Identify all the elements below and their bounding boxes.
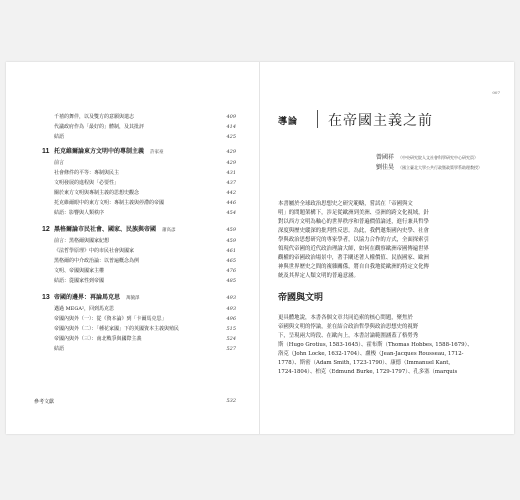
text-line: 斯（Hugo Grotius, 1583-1645）、霍布斯（Thomas Hobbes, 1588-1679）、 <box>278 342 473 348</box>
chapter-author: 蕭高彥 <box>162 228 176 233</box>
author-affiliation: （中央研究院人文社會科學研究中心研究員） <box>398 155 479 160</box>
toc-title: 千禧的舞佯，以及雙方的意願與遣志 <box>54 114 135 120</box>
toc-title: 社會條件的平等：專制與民主 <box>54 170 120 176</box>
toc-title: 文明發展的進程與「必要性」 <box>54 180 120 186</box>
section-heading: 帝國與文明 <box>278 293 324 303</box>
text-line: 神與世界歷史之間的複雜關係，將自自我地從歐洲的特定文化傳 <box>278 264 429 270</box>
toc-title: 黑格爾的中介政治論：以普遍概念為例 <box>54 258 140 264</box>
text-line: 領現代帝國的近代政治理論大師，如何在觀察歐洲帝國傳遍世界 <box>278 246 429 252</box>
chapter-title: 托克維爾論東方文明中的專制主義 <box>54 148 145 155</box>
toc-title: 結語：從國家性到帝國 <box>54 278 105 284</box>
chapter-number: 11 <box>42 148 50 155</box>
chapter-page-number: 459 <box>226 227 236 233</box>
toc-title: 帝國內與外（三）：南北戰爭與國際主義 <box>54 336 142 342</box>
toc-page-number: 527 <box>226 346 236 352</box>
chapter-page-number: 429 <box>226 149 236 155</box>
toc-page-number: 465 <box>226 258 236 264</box>
chapter-title-wrap <box>54 148 164 157</box>
paragraph-intro <box>278 200 502 281</box>
toc-page-number: 442 <box>226 190 236 196</box>
toc-page-number: 532 <box>226 398 236 404</box>
toc-page-number: 476 <box>226 268 236 274</box>
chapter-number: 13 <box>42 294 50 301</box>
text-line: 觀權的帝國政治場景中，著手闡述著人權價值、民族國家、歐洲 <box>278 255 429 261</box>
text-line: 洛克（John Locke, 1632-1704）、盧梭（Jean-Jacques Rousseau, 1712- <box>278 351 464 357</box>
author-name: 曾國祥 <box>376 154 395 161</box>
toc-page-number: 454 <box>226 210 236 216</box>
chapter-author: 萬毓澤 <box>126 296 140 301</box>
text-line: 1724-1804）、柏克（Edmund Burke, 1729-1797）、孔多塞（marquis <box>278 369 458 375</box>
toc-page-number: 425 <box>226 134 236 140</box>
text-line: 對以西方文明為軸心的世界秩序和普遍價值論述，進行兼具哲學 <box>278 219 429 225</box>
chapter-page-number: 493 <box>226 295 236 301</box>
toc-title: 結語 <box>54 134 65 140</box>
toc-title: 代議政府作為「最好的」體制，及其批評 <box>54 124 145 130</box>
toc-title: 結語 <box>54 346 65 352</box>
toc-title: 帝國內與外（一）：從《資本論》到「卡爾馬克思」 <box>54 316 167 322</box>
toc-page-number: 437 <box>226 180 236 186</box>
toc-title: 前言：黑格爾與國家紀想 <box>54 238 110 244</box>
toc-page-number: 485 <box>226 278 236 284</box>
toc-title: 參考文獻 <box>34 399 55 405</box>
toc-page-number: 493 <box>226 306 236 312</box>
paragraph-body <box>278 314 502 377</box>
toc-page-number: 459 <box>226 238 236 244</box>
chapter-title: 帝國的邊界：再論馬克思 <box>54 294 121 301</box>
text-line: 深度與歷史縱深的批判性反思。為此，我們邀集國內史學、社會 <box>278 228 429 234</box>
text-line: 1778）、斯密（Adam Smith, 1723-1790）、康德（Immanuel Kant, <box>278 360 451 366</box>
title-divider <box>317 110 318 128</box>
toc-page-number: 431 <box>226 170 236 176</box>
toc-title: 《法哲學原理》中的市民社會與國家 <box>54 248 135 254</box>
page-title: 在帝國主義之前 <box>328 113 433 129</box>
toc-title: 文明、帝國與國家主權 <box>54 268 105 274</box>
intro-page <box>260 62 514 434</box>
toc-title: 結語：影響與人類秩序 <box>54 210 105 216</box>
text-line: 學與政治思想研究的專家學者，以協力合作的方式，全面探索引 <box>278 237 429 243</box>
chapter-title-wrap <box>54 226 176 235</box>
text-line: 本書屬於全球政治思想史之研究範疇，嘗試在「帝國與文 <box>278 201 413 207</box>
toc-page-number: 524 <box>226 336 236 342</box>
toc-page-number: 414 <box>226 124 236 130</box>
toc-page-number: 429 <box>226 160 236 166</box>
toc-title: 關於東方文明與專制主義的思想史觀念 <box>54 190 140 196</box>
text-line: 統及其界定人類文明的普遍意涵。 <box>278 273 359 279</box>
text-line: 帝國與文明的悖論，並在結合政治哲學與政治思想史的視野 <box>278 324 419 330</box>
toc-page-number: 515 <box>226 326 236 332</box>
toc-page-number: 496 <box>226 316 236 322</box>
author-line <box>376 162 482 171</box>
chapter-number: 12 <box>42 226 50 233</box>
toc-title: 帝國內與外（二）：「種花家國」下的英國資本主義與殖民 <box>54 326 180 332</box>
book-spread <box>6 62 514 434</box>
toc-title: 托克維爾眼中的東方文明：專制主義與停滯的帝國 <box>54 200 165 206</box>
toc-title: 邁過 MEGA²，回到馬克思 <box>54 306 114 312</box>
toc-page-number: 409 <box>226 114 236 120</box>
toc-page-number: 461 <box>226 248 236 254</box>
intro-label: 導論 <box>278 117 299 127</box>
chapter-title: 黑格爾論市民社會、國家、民族與帝國 <box>54 226 157 233</box>
page-number: 007 <box>492 90 500 95</box>
chapter-title-wrap <box>54 294 140 303</box>
author-name: 劉佳昊 <box>376 164 395 171</box>
text-line: 明」的問題架構下，涉足從歐洲到美洲、亞洲的跨文化視域，針 <box>278 210 429 216</box>
toc-title: 前言 <box>54 160 65 166</box>
author-line <box>376 152 478 161</box>
author-affiliation: （國立臺北大學公共行政暨政策學系助理教授） <box>398 165 483 170</box>
chapter-author: 許家豪 <box>150 150 164 155</box>
toc-page-number: 446 <box>226 200 236 206</box>
text-line: 更具體地說，本書各個文章共同追索的核心問題，聚焦於 <box>278 315 413 321</box>
toc-page <box>6 62 260 434</box>
text-line: 下，呈現兩大時段、在歐內上，本書討論範圍涵蓋了格勞秀 <box>278 333 419 339</box>
